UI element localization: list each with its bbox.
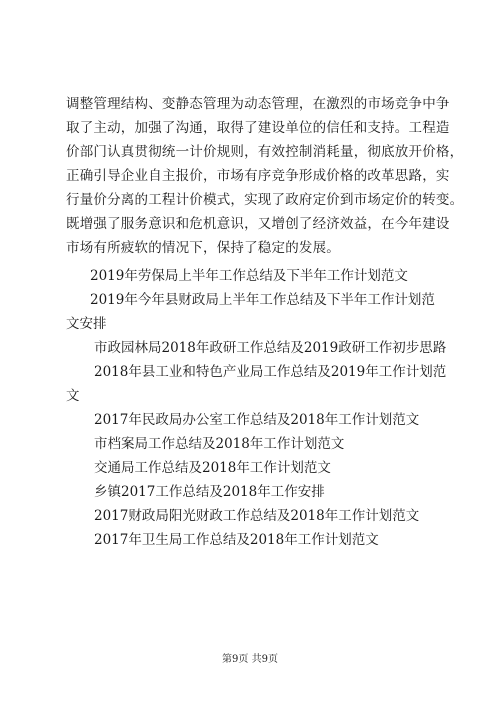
paragraph-line: 取了主动，加强了沟通，取得了建设单位的信任和支持。工程造 <box>66 120 450 136</box>
paragraph-line: 市场有所疲软的情况下，保持了稳定的发展。 <box>66 240 340 256</box>
related-link[interactable]: 2017年民政局办公室工作总结及2018年工作计划范文 <box>94 412 420 428</box>
body-paragraph <box>66 92 464 260</box>
paragraph-line: 价部门认真贯彻统一计价规则，有效控制消耗量，彻底放开价格， <box>66 144 464 160</box>
paragraph-line: 调整管理结构、变静态管理为动态管理，在激烈的市场竞争中争 <box>66 96 450 112</box>
paragraph-line: 正确引导企业自主报价，市场有序竞争形成价格的改革思路，实 <box>66 168 450 184</box>
paragraph-line: 既增强了服务意识和危机意识，又增创了经济效益，在今年建设 <box>66 216 450 232</box>
page-footer: 第9页 共9页 <box>222 654 278 665</box>
paragraph-line: 行量价分离的工程计价模式，实现了政府定价到市场定价的转变。 <box>66 192 464 208</box>
related-link[interactable]: 2018年县工业和特色产业局工作总结及2019年工作计划范 <box>94 364 447 380</box>
related-link[interactable]: 市政园林局2018年政研工作总结及2019政研工作初步思路 <box>94 340 447 356</box>
related-link[interactable]: 市档案局工作总结及2018年工作计划范文 <box>94 436 345 452</box>
related-links-list <box>66 264 446 552</box>
related-link[interactable]: 2017财政局阳光财政工作总结及2018年工作计划范文 <box>94 508 420 524</box>
related-link[interactable]: 2019年今年县财政局上半年工作总结及下半年工作计划范 <box>90 292 435 308</box>
related-link[interactable]: 交通局工作总结及2018年工作计划范文 <box>94 460 331 476</box>
related-link-continued[interactable]: 文安排 <box>66 316 107 332</box>
related-link-continued[interactable]: 文 <box>66 388 80 404</box>
related-link[interactable]: 2017年卫生局工作总结及2018年工作计划范文 <box>94 532 379 548</box>
related-link[interactable]: 乡镇2017工作总结及2018年工作安排 <box>94 484 325 500</box>
related-link[interactable]: 2019年劳保局上半年工作总结及下半年工作计划范文 <box>90 268 408 284</box>
